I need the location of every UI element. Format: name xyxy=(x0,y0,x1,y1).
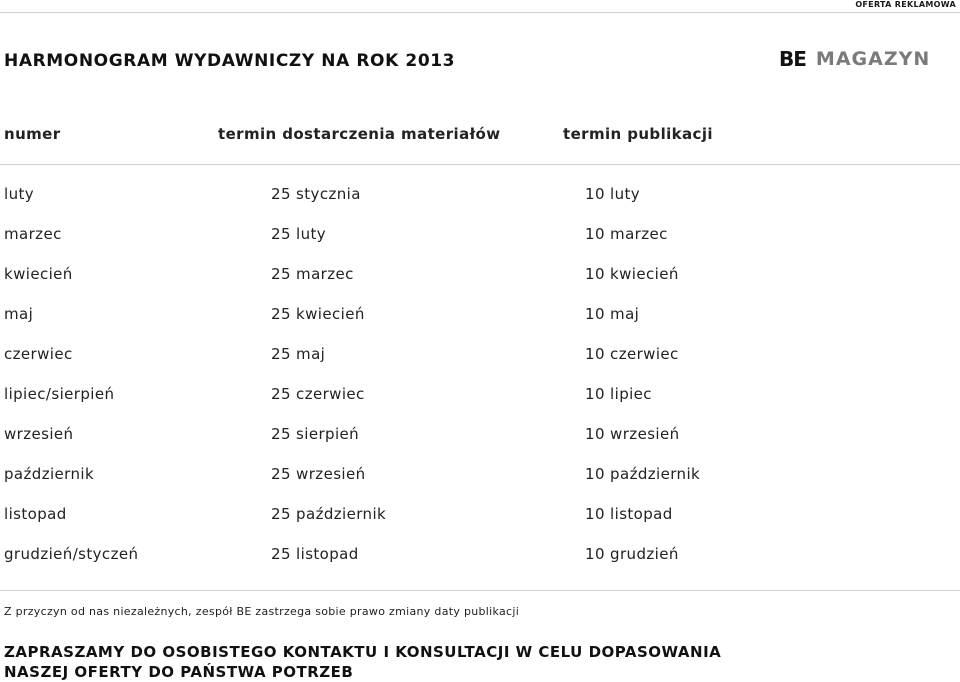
issue-cell: marzec xyxy=(4,225,62,243)
table-row xyxy=(0,336,960,376)
table-row xyxy=(0,176,960,216)
issue-cell: lipiec/sierpień xyxy=(4,385,115,403)
logo-be: BE xyxy=(779,47,806,71)
issue-cell: maj xyxy=(4,305,34,323)
logo-magazyn: MAGAZYN xyxy=(815,48,931,70)
table-header xyxy=(0,118,960,165)
table-row xyxy=(0,496,960,536)
contact-invitation xyxy=(4,642,721,682)
table-row xyxy=(0,536,960,576)
table-row xyxy=(0,256,960,296)
table-row xyxy=(0,376,960,416)
delivery-date-cell: 25 sierpień xyxy=(271,425,360,443)
delivery-date-cell: 25 listopad xyxy=(271,545,359,563)
issue-cell: wrzesień xyxy=(4,425,74,443)
delivery-date-cell: 25 kwiecień xyxy=(271,305,365,323)
top-strip xyxy=(0,0,960,13)
issue-cell: październik xyxy=(4,465,95,483)
issue-cell: czerwiec xyxy=(4,345,73,363)
page-title: HARMONOGRAM WYDAWNICZY NA ROK 2013 xyxy=(4,51,456,71)
publication-date-cell: 10 maj xyxy=(585,305,640,323)
publication-date-cell: 10 listopad xyxy=(585,505,673,523)
delivery-date-cell: 25 marzec xyxy=(271,265,354,283)
bottom-divider xyxy=(0,590,960,591)
issue-cell: luty xyxy=(4,185,35,203)
contact-invitation-line-1: ZAPRASZAMY DO OSOBISTEGO KONTAKTU I KONSULTACJI W CELU DOPASOWANIA xyxy=(4,643,722,661)
be-magazyn-logo xyxy=(779,47,931,71)
publication-date-cell: 10 kwiecień xyxy=(585,265,679,283)
issue-cell: grudzień/styczeń xyxy=(4,545,139,563)
table-row xyxy=(0,416,960,456)
table-row xyxy=(0,216,960,256)
publication-date-cell: 10 lipiec xyxy=(585,385,652,403)
delivery-date-cell: 25 czerwiec xyxy=(271,385,365,403)
delivery-date-cell: 25 stycznia xyxy=(271,185,361,203)
delivery-date-cell: 25 wrzesień xyxy=(271,465,366,483)
disclaimer-note: Z przyczyn od nas niezależnych, zespół BE zastrzega sobie prawo zmiany daty publikacji xyxy=(4,605,520,618)
column-header-delivery: termin dostarczenia materiałów xyxy=(218,125,501,143)
issue-cell: listopad xyxy=(4,505,67,523)
publication-date-cell: 10 grudzień xyxy=(585,545,679,563)
issue-cell: kwiecień xyxy=(4,265,73,283)
delivery-date-cell: 25 październik xyxy=(271,505,387,523)
publication-date-cell: 10 czerwiec xyxy=(585,345,679,363)
delivery-date-cell: 25 luty xyxy=(271,225,327,243)
delivery-date-cell: 25 maj xyxy=(271,345,326,363)
contact-invitation-line-2: NASZEJ OFERTY DO PAŃSTWA POTRZEB xyxy=(4,663,354,681)
table-row xyxy=(0,296,960,336)
publication-date-cell: 10 październik xyxy=(585,465,701,483)
schedule-table xyxy=(0,176,960,576)
publication-date-cell: 10 luty xyxy=(585,185,641,203)
offer-label: OFERTA REKLAMOWA xyxy=(855,0,956,9)
publication-date-cell: 10 marzec xyxy=(585,225,668,243)
table-row xyxy=(0,456,960,496)
column-header-number: numer xyxy=(4,125,61,143)
publication-date-cell: 10 wrzesień xyxy=(585,425,680,443)
column-header-publication: termin publikacji xyxy=(563,125,713,143)
